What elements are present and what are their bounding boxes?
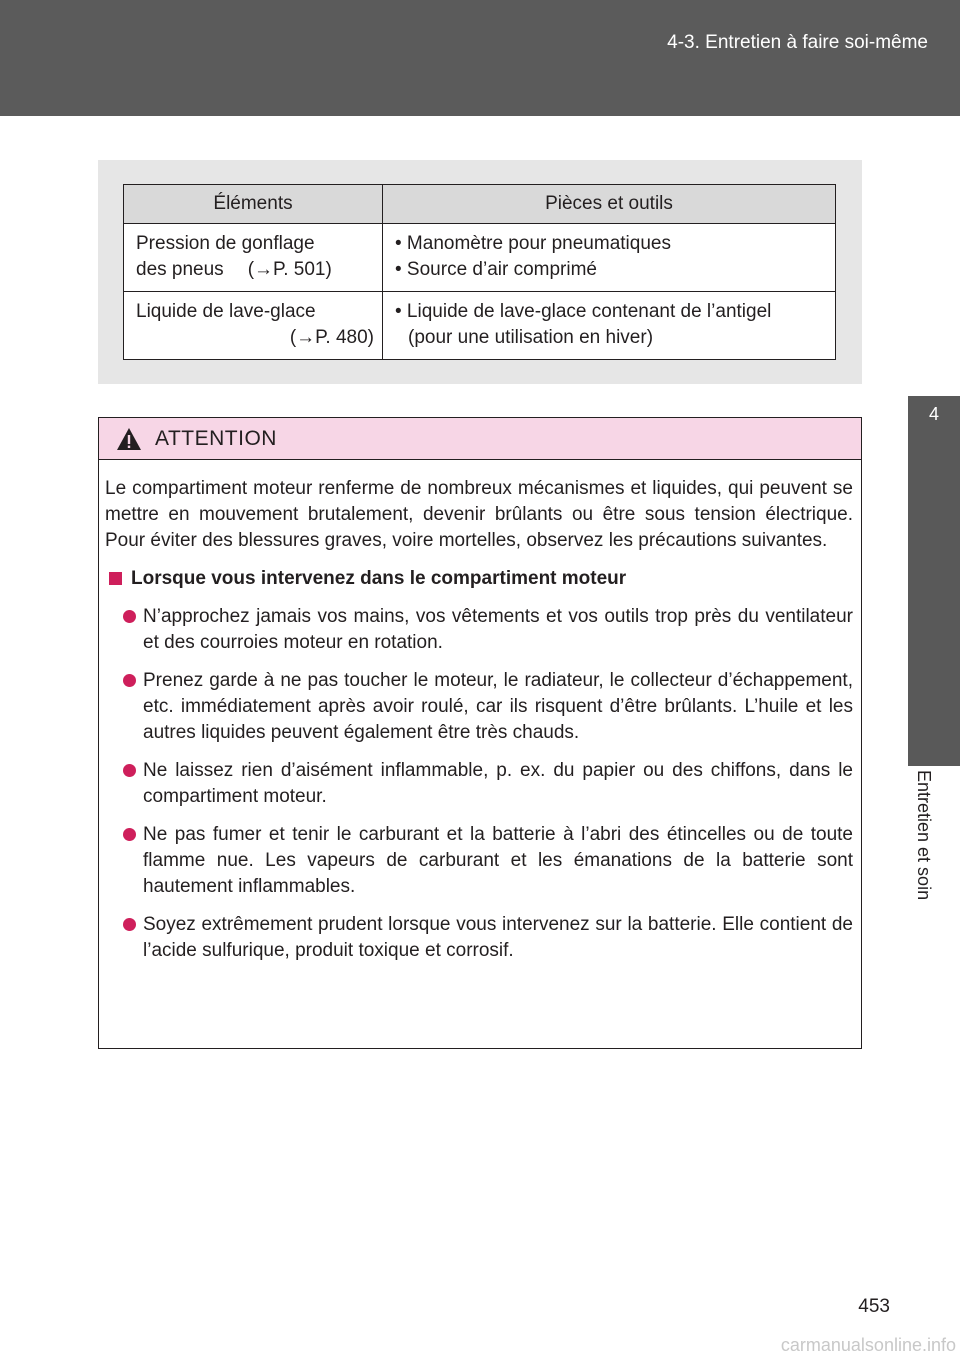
attention-box bbox=[98, 417, 862, 1049]
attention-subheading: Lorsque vous intervenez dans le compartiment moteur bbox=[105, 566, 853, 592]
parts-table bbox=[123, 184, 836, 360]
list-item: Ne laissez rien d’aisément inflammable, p. ex. du papier ou des chiffons, dans le compartiment moteur. bbox=[105, 758, 853, 810]
watermark: carmanualsonline.info bbox=[780, 1335, 956, 1355]
table-header-row bbox=[124, 185, 836, 224]
table-cell-parts bbox=[383, 224, 836, 292]
section-title: 4-3. Entretien à faire soi-même bbox=[667, 32, 928, 53]
chapter-number: 4 bbox=[928, 404, 939, 424]
chapter-tab bbox=[908, 396, 960, 766]
page-number: 453 bbox=[858, 1296, 890, 1317]
item-text: des pneus bbox=[136, 259, 224, 280]
page-reference: (→P. 501) bbox=[247, 259, 332, 280]
parts-text: • Manomètre pour pneumatiques bbox=[395, 233, 671, 254]
attention-title: ATTENTION bbox=[155, 427, 277, 450]
column-header-parts: Pièces et outils bbox=[383, 185, 836, 224]
warning-triangle-icon bbox=[116, 427, 142, 451]
chapter-label-container bbox=[908, 770, 960, 930]
attention-bullet-list bbox=[105, 604, 853, 964]
attention-body bbox=[99, 460, 861, 964]
list-item: Ne pas fumer et tenir le carburant et la batterie à l’abri des étincelles ou de toute flamme nue. Les vapeurs de carburant et les émanations de la batterie sont hautement inflammables. bbox=[105, 822, 853, 900]
list-item: Soyez extrêmement prudent lorsque vous intervenez sur la batterie. Elle contient de l’acide sulfurique, produit toxique et corrosif. bbox=[105, 912, 853, 964]
chapter-label: Entretien et soin bbox=[914, 770, 934, 901]
header-band bbox=[0, 0, 960, 116]
item-text: Pression de gonflage bbox=[136, 233, 315, 254]
table-cell-parts bbox=[383, 292, 836, 360]
attention-header bbox=[99, 418, 861, 460]
list-item: N’approchez jamais vos mains, vos vêtements et vos outils trop près du ventilateur et des courroies moteur en rotation. bbox=[105, 604, 853, 656]
page-reference: (→P. 480) bbox=[289, 327, 374, 348]
item-text: Liquide de lave-glace bbox=[136, 301, 316, 322]
table-row bbox=[124, 292, 836, 360]
table-cell-item bbox=[124, 292, 383, 360]
parts-text: • Source d’air comprimé bbox=[395, 259, 597, 280]
parts-text: (pour une utilisation en hiver) bbox=[408, 327, 654, 348]
parts-table-panel bbox=[98, 160, 862, 384]
attention-intro: Le compartiment moteur renferme de nombreux mécanismes et liquides, qui peuvent se mettre en mouvement brutalement, devenir brûlants ou être sous tension électrique. Pour éviter des blessures graves, voire mortelles, observez les précautions suivantes. bbox=[105, 478, 853, 551]
parts-text: • Liquide de lave-glace contenant de l’antigel bbox=[395, 301, 772, 322]
column-header-items: Éléments bbox=[124, 185, 383, 224]
list-item: Prenez garde à ne pas toucher le moteur, le radiateur, le collecteur d’échappement, etc. immédiatement après avoir roulé, car ils risquent d’être brûlants. L’huile et les autres liquides peuvent également être très chauds. bbox=[105, 668, 853, 746]
table-row bbox=[124, 224, 836, 292]
table-cell-item bbox=[124, 224, 383, 292]
